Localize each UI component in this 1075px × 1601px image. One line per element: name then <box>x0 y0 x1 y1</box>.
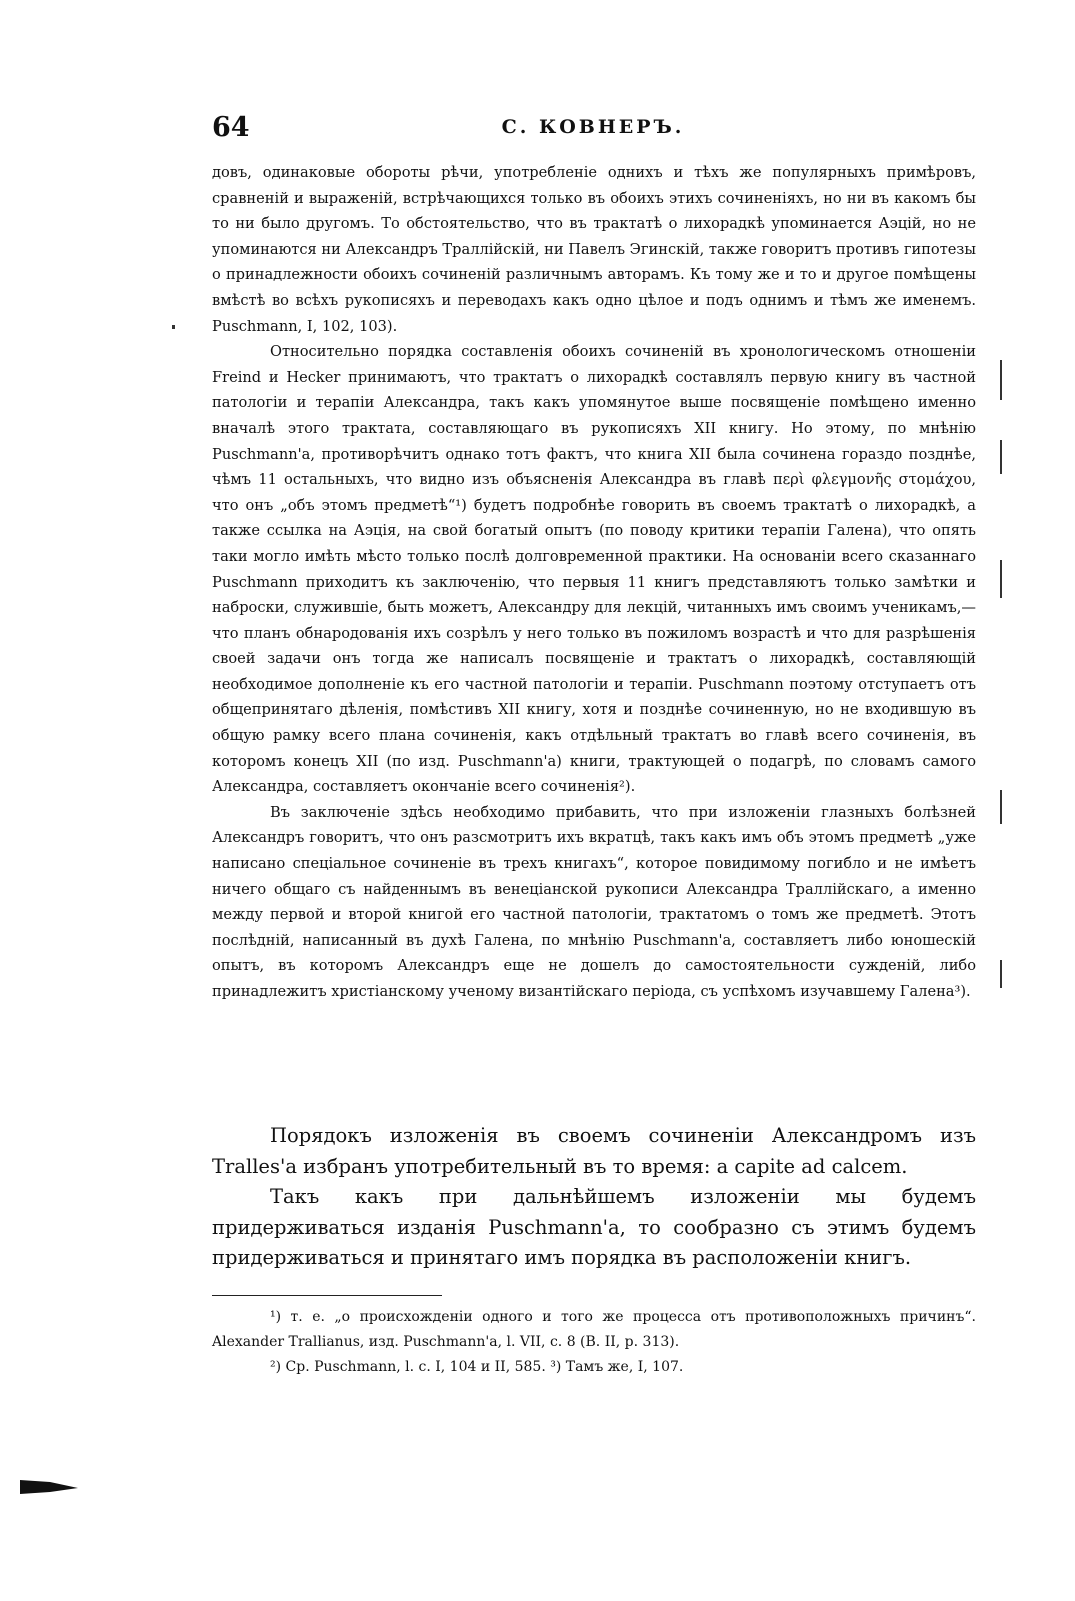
paragraph-continuation: довъ, одинаковые обороты рѣчи, употребленіе однихъ и тѣхъ же популярныхъ примѣровъ, сравненій и выраженій, встрѣчающихся только въ обоихъ этихъ сочиненіяхъ, но ни въ какомъ бы то ни было другомъ. То обстоятельство, что въ трактатѣ о лихорадкѣ упоминается Аэцій, но не упоминаются ни Александръ Траллійскій, ни Павелъ Эгинскій, также говоритъ противъ гипотезы о принадлежности обоихъ сочиненій различнымъ авторамъ. Къ тому же и то и другое помѣщены вмѣстѣ во всѣхъ рукописяхъ и переводахъ какъ одно цѣлое и подъ однимъ и тѣмъ же именемъ. Puschmann, I, 102, 103). <box>212 164 976 335</box>
footnote-1: ¹) т. е. „о происхожденіи одного и того же процесса отъ противоположныхъ причинъ“. Alexander Trallianus, изд. Puschmann'a, l. VII, c. 8 (B. II, p. 313). <box>212 1309 976 1350</box>
running-title: С. КОВНЕРЪ. <box>501 116 685 138</box>
margin-line <box>1000 790 1002 824</box>
footnote-divider <box>212 1295 442 1296</box>
footnote-2-3: ²) Ср. Puschmann, l. c. I, 104 и II, 585. ³) Тамъ же, I, 107. <box>270 1359 684 1375</box>
margin-line <box>1000 440 1002 474</box>
margin-tick <box>172 325 175 329</box>
conclusion-paragraph-edition: Такъ какъ при дальнѣйшемъ изложеніи мы будемъ придерживаться изданія Puschmann'a, то сообразно съ этимъ будемъ придерживаться и принятаго имъ порядка въ расположеніи книгъ. <box>212 1185 976 1269</box>
paragraph-eye-diseases: Въ заключеніе здѣсь необходимо прибавить, что при изложеніи глазныхъ болѣзней Александръ говоритъ, что онъ разсмотритъ ихъ вкратцѣ, такъ какъ имъ объ этомъ предметѣ „уже написано спеціальное сочиненіе въ трехъ книгахъ“, которое повидимому погибло и не имѣетъ ничего общаго съ найденнымъ въ венеціанской рукописи Александра Траллійскаго, а именно между первой и второй книгой его частной патологіи, трактатомъ о томъ же предметѣ. Этотъ послѣдній, написанный въ духѣ Галена, по мнѣнію Puschmann'a, составляетъ либо юношескій опытъ, въ которомъ Александръ еще не дошелъ до самостоятельности сужденій, либо принадлежитъ христіанскому ученому византійскаго періода, съ успѣхомъ изучавшему Галена³). <box>212 803 976 1000</box>
conclusion-section <box>212 1121 976 1274</box>
scan-edge-mark <box>20 1478 78 1496</box>
page-header <box>212 112 974 144</box>
main-text <box>212 160 976 1005</box>
margin-line <box>1000 360 1002 400</box>
paragraph-chronology: Относительно порядка составленія обоихъ сочиненій въ хронологическомъ отношеніи Freind и Hecker принимаютъ, что трактатъ о лихорадкѣ составлялъ первую книгу въ частной патологіи и терапіи Александра, такъ какъ упомянутое выше посвященіе помѣщено именно вначалѣ этого трактата, составляющаго въ рукописяхъ XII книгу. Но этому, по мнѣнію Puschmann'a, противорѣчитъ однако тотъ фактъ, что книга XII была сочинена гораздо позднѣе, чѣмъ 11 остальныхъ, что видно изъ объясненія Александра въ главѣ περὶ φλεγμονῆς στομάχου, что онъ „объ этомъ предметѣ“¹) будетъ подробнѣе говорить въ своемъ трактатѣ о лихорадкѣ, а также ссылка на Аэція, на свой богатый опытъ (по поводу критики терапіи Галена), что опять таки могло имѣть мѣсто только послѣ долговременной практики. На основаніи всего сказаннаго Puschmann приходитъ къ заключенію, что первыя 11 книгъ представляютъ только замѣтки и наброски, служившіе, быть можетъ, Александру для лекцій, читанныхъ имъ своимъ ученикамъ,—что планъ обнародованія ихъ созрѣлъ у него только въ пожиломъ возрастѣ и что для разрѣшенія своей задачи онъ тогда же написалъ посвященіе и трактатъ о лихорадкѣ, составляющій необходимое дополненіе къ его частной патологіи и терапіи. Puschmann поэтому отступаетъ отъ общепринятаго дѣленія, помѣстивъ XII книгу, хотя и позднѣе сочиненную, но не входившую въ общую рамку всего плана сочиненія, какъ отдѣльный трактатъ во главѣ всего сочиненія, въ которомъ конецъ XII (по изд. Puschmann'a) книги, трактующей о подагрѣ, по словамъ самого Александра, составляетъ окончаніе всего сочиненія²). <box>212 343 976 796</box>
conclusion-paragraph-order: Порядокъ изложенія въ своемъ сочиненіи Александромъ изъ Tralles'a избранъ употребительный въ то время: a capite ad calcem. <box>212 1124 976 1178</box>
footnotes <box>212 1305 976 1380</box>
page-number: 64 <box>212 112 250 143</box>
margin-line <box>1000 560 1002 598</box>
margin-line <box>1000 960 1002 988</box>
